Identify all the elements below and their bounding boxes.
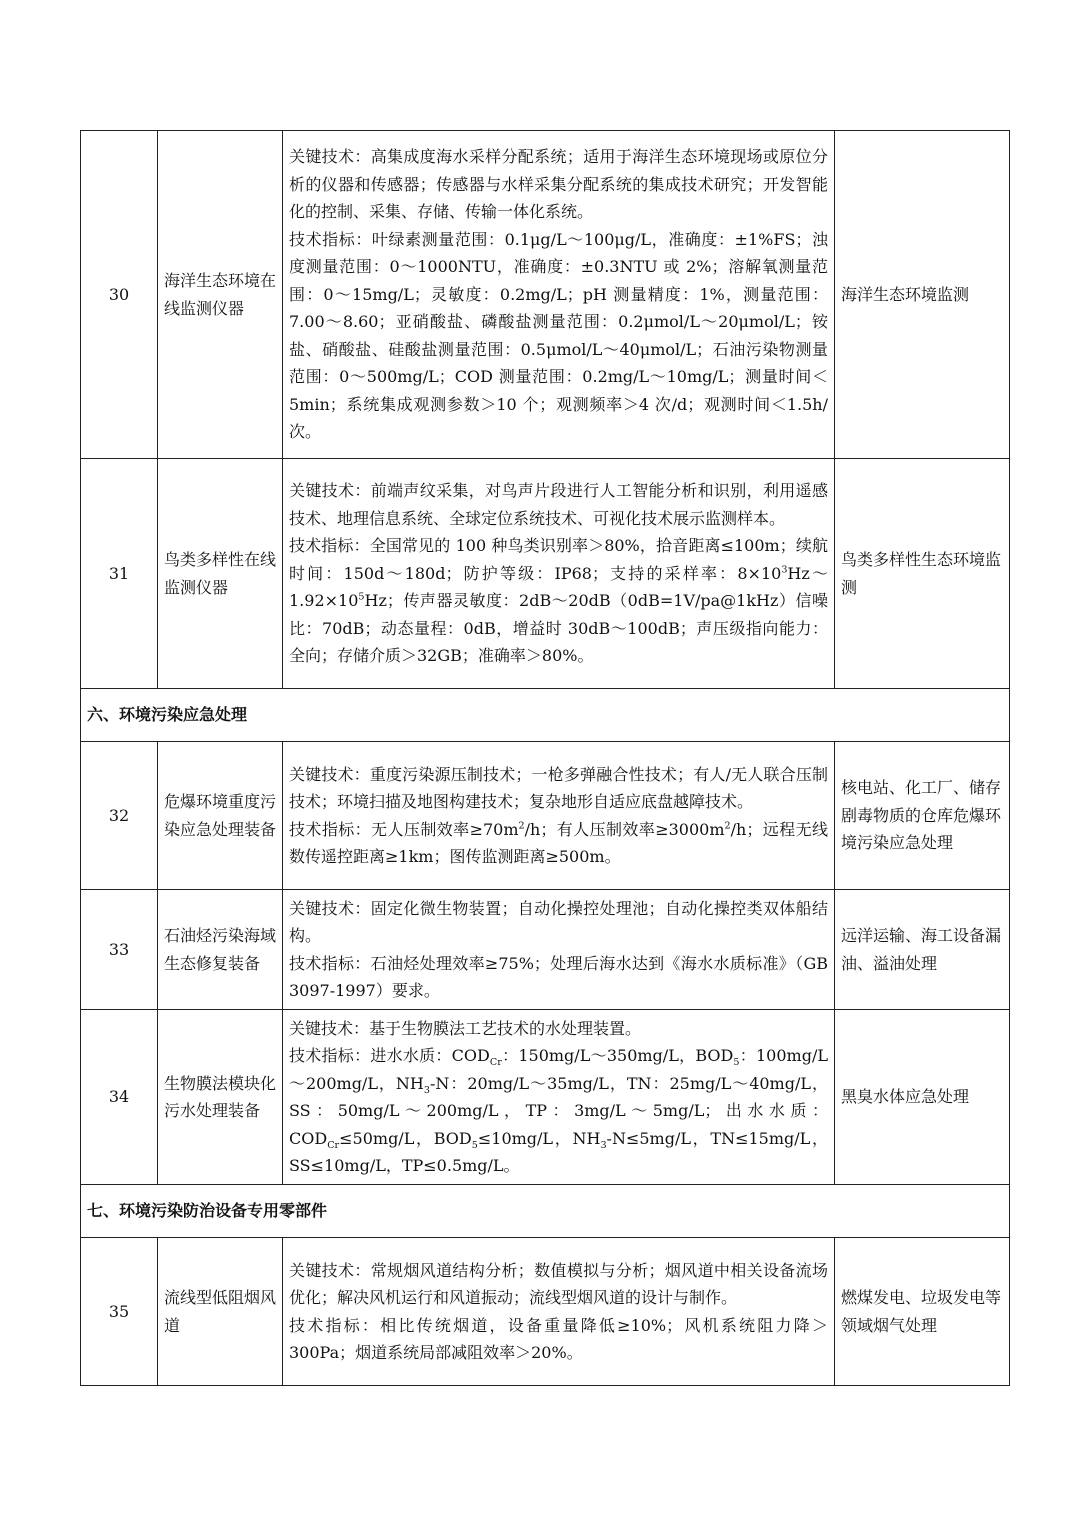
equipment-name: 海洋生态环境在线监测仪器 <box>158 131 283 459</box>
equipment-name: 石油烃污染海域生态修复装备 <box>158 890 283 1010</box>
equipment-description <box>283 131 835 459</box>
equipment-description <box>283 890 835 1010</box>
technical-spec: 技术指标：相比传统烟道，设备重量降低≥10%；风机系统阻力降＞300Pa；烟道系统局部减阻效率＞20%。 <box>289 1315 828 1362</box>
equipment-description <box>283 742 835 890</box>
key-technology: 关键技术：高集成度海水采样分配系统；适用于海洋生态环境现场或原位分析的仪器和传感器；传感器与水样采集分配系统的集成技术研究；开发智能化的控制、采集、存储、传输一体化系统。 <box>289 147 828 222</box>
table-row <box>81 890 1010 1010</box>
table-row <box>81 1010 1010 1185</box>
application-area: 远洋运输、海工设备漏油、溢油处理 <box>835 890 1010 1010</box>
technical-spec: 技术指标：全国常见的 100 种鸟类识别率＞80%，拾音距离≤100m；续航时间：150d～180d；防护等级：IP68；支持的采样率：$8\times 10^3Hz\sim 1.92\times 10^5Hz$；传声器灵敏度：2dB～20dB（0dB=1V/pa@1kHz）信噪比：70dB；动态量程：0dB，增益时 30dB～100dB；声压级指向能力：全向；存储介质＞32GB；准确率＞80%。 <box>289 536 828 666</box>
key-technology: 关键技术：固定化微生物装置；自动化操控处理池；自动化操控类双体船结构。 <box>289 898 828 945</box>
row-number: 35 <box>81 1238 158 1386</box>
table-row <box>81 1238 1010 1386</box>
row-number: 34 <box>81 1010 158 1185</box>
table-row <box>81 742 1010 890</box>
section-row <box>81 689 1010 742</box>
section-heading: 七、环境污染防治设备专用零部件 <box>81 1185 1010 1238</box>
table-row <box>81 131 1010 459</box>
row-number: 32 <box>81 742 158 890</box>
equipment-name: 流线型低阻烟风道 <box>158 1238 283 1386</box>
equipment-name: 鸟类多样性在线监测仪器 <box>158 459 283 689</box>
table-row <box>81 459 1010 689</box>
equipment-name: 生物膜法模块化污水处理装备 <box>158 1010 283 1185</box>
equipment-description <box>283 459 835 689</box>
equipment-name: 危爆环境重度污染应急处理装备 <box>158 742 283 890</box>
application-area: 核电站、化工厂、储存剧毒物质的仓库危爆环境污染应急处理 <box>835 742 1010 890</box>
key-technology: 关键技术：基于生物膜法工艺技术的水处理装置。 <box>289 1018 642 1038</box>
application-area: 黑臭水体应急处理 <box>835 1010 1010 1185</box>
equipment-description <box>283 1238 835 1386</box>
technical-spec: 技术指标：叶绿素测量范围：0.1μg/L～100μg/L，准确度：±1%FS；浊度测量范围：0～1000NTU，准确度：±0.3NTU 或 2%；溶解氧测量范围：0～15mg/L；灵敏度：0.2mg/L；pH 测量精度：1%，测量范围：7.00～8.60；亚硝酸盐、磷酸盐测量范围：0.2μmol/L～20μmol/L；铵盐、硝酸盐、硅酸盐测量范围：0.5μmol/L～40μmol/L；石油污染物测量范围：0～500mg/L；COD 测量范围：0.2mg/L～10mg/L；测量时间＜5min；系统集成观测参数＞10 个；观测频率＞4 次/d；观测时间＜1.5h/次。 <box>289 229 828 442</box>
key-technology: 关键技术：常规烟风道结构分析；数值模拟与分析；烟风道中相关设备流场优化；解决风机运行和风道振动；流线型烟风道的设计与制作。 <box>289 1260 828 1307</box>
section-row <box>81 1185 1010 1238</box>
technical-spec: 技术指标：石油烃处理效率≥75%；处理后海水达到《海水水质标准》（GB 3097-1997）要求。 <box>289 953 828 1000</box>
key-technology: 关键技术：前端声纹采集，对鸟声片段进行人工智能分析和识别，利用遥感技术、地理信息系统、全球定位系统技术、可视化技术展示监测样本。 <box>289 481 828 528</box>
application-area: 海洋生态环境监测 <box>835 131 1010 459</box>
row-number: 33 <box>81 890 158 1010</box>
equipment-description <box>283 1010 835 1185</box>
technical-spec: 技术指标：进水水质：$COD_{Cr}$：150mg/L～350mg/L，$BOD_5$：100mg/L～200mg/L，$NH_3-N$：20mg/L～35mg/L，TN：25mg/L～40mg/L，SS：50mg/L～200mg/L，TP：3mg/L～5mg/L；出水水质：$COD_{Cr}\le 50mg/L$，$BOD_5\le 10mg/L$，$NH_3-N\le 5mg/L$，TN≤15mg/L，SS≤10mg/L，TP≤0.5mg/L。 <box>289 1046 828 1175</box>
application-area: 燃煤发电、垃圾发电等领域烟气处理 <box>835 1238 1010 1386</box>
row-number: 30 <box>81 131 158 459</box>
section-heading: 六、环境污染应急处理 <box>81 689 1010 742</box>
row-number: 31 <box>81 459 158 689</box>
key-technology: 关键技术：重度污染源压制技术；一枪多弹融合性技术；有人/无人联合压制技术；环境扫描及地图构建技术；复杂地形自适应底盘越障技术。 <box>289 764 828 811</box>
technical-spec: 技术指标：无人压制效率$\ge 70m^2/h$；有人压制效率$\ge 3000m^2/h$；远程无线数传遥控距离≥1km；图传监测距离≥500m。 <box>289 819 828 866</box>
equipment-table <box>80 130 1010 1386</box>
application-area: 鸟类多样性生态环境监测 <box>835 459 1010 689</box>
